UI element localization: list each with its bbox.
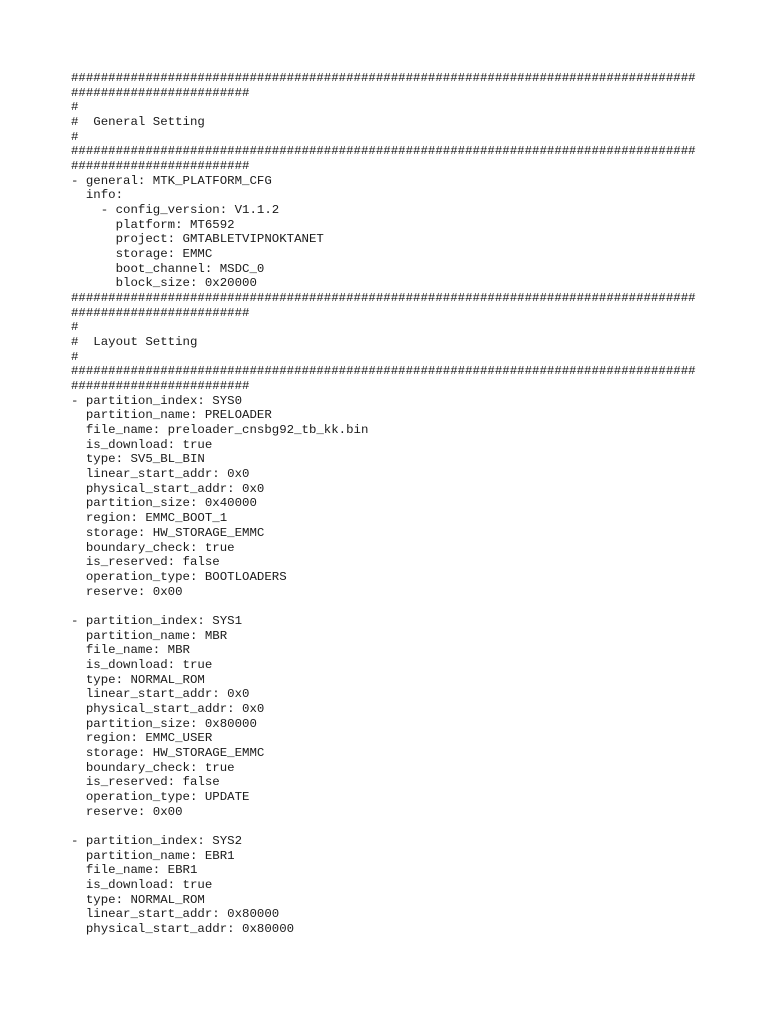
- hash-divider-line: ####################################################################################: [71, 71, 696, 85]
- hash-divider-line: ####################################################################################: [71, 291, 696, 306]
- config-field-line: file_name: EBR1: [71, 863, 198, 878]
- config-field-line: partition_name: MBR: [71, 628, 228, 643]
- config-field-line: file_name: preloader_cnsbg92_tb_kk.bin: [71, 423, 369, 438]
- blank-line: [71, 819, 696, 834]
- config-field-line: partition_name: PRELOADER: [71, 408, 272, 423]
- config-field-line: platform: MT6592: [71, 217, 235, 232]
- config-field-line: type: NORMAL_ROM: [71, 892, 205, 907]
- config-field-line: region: EMMC_USER: [71, 731, 213, 746]
- config-field-line: physical_start_addr: 0x0: [71, 481, 265, 496]
- config-field-line: boundary_check: true: [71, 540, 235, 555]
- scatter-file-text: [71, 71, 696, 937]
- hash-divider-line: ####################################################################################: [71, 144, 696, 159]
- config-field-line: partition_size: 0x80000: [71, 716, 257, 731]
- config-field-line: partition_size: 0x40000: [71, 496, 257, 511]
- config-field-line: is_download: true: [71, 877, 213, 892]
- config-field-line: reserve: 0x00: [71, 584, 183, 599]
- general-entry-start: - general: MTK_PLATFORM_CFG: [71, 173, 272, 188]
- hash-divider-line: #: [71, 349, 79, 364]
- config-field-line: reserve: 0x00: [71, 804, 183, 819]
- config-field-line: storage: EMMC: [71, 247, 213, 262]
- hash-divider-line: #: [71, 129, 79, 144]
- config-field-line: is_reserved: false: [71, 555, 220, 570]
- hash-divider-line: ########################: [71, 305, 250, 320]
- hash-divider-line: #: [71, 100, 79, 115]
- hash-divider-line: #: [71, 320, 79, 335]
- config-field-line: region: EMMC_BOOT_1: [71, 511, 228, 526]
- blank-line: [71, 599, 696, 614]
- config-field-line: operation_type: BOOTLOADERS: [71, 569, 287, 584]
- config-field-line: linear_start_addr: 0x0: [71, 687, 250, 702]
- config-field-line: is_reserved: false: [71, 775, 220, 790]
- config-field-line: is_download: true: [71, 657, 213, 672]
- config-field-line: physical_start_addr: 0x0: [71, 701, 265, 716]
- section-heading: # Layout Setting: [71, 335, 198, 350]
- config-field-line: boot_channel: MSDC_0: [71, 261, 265, 276]
- hash-divider-line: ########################: [71, 379, 250, 394]
- config-field-line: project: GMTABLETVIPNOKTANET: [71, 232, 324, 247]
- config-field-line: type: SV5_BL_BIN: [71, 452, 205, 467]
- config-field-line: is_download: true: [71, 437, 213, 452]
- config-field-line: info:: [71, 188, 124, 203]
- hash-divider-line: ########################: [71, 85, 250, 100]
- config-field-line: - config_version: V1.1.2: [71, 203, 280, 218]
- config-field-line: operation_type: UPDATE: [71, 789, 250, 804]
- config-field-line: linear_start_addr: 0x80000: [71, 907, 280, 922]
- config-field-line: physical_start_addr: 0x80000: [71, 921, 295, 936]
- config-field-line: type: NORMAL_ROM: [71, 672, 205, 687]
- config-field-line: partition_name: EBR1: [71, 848, 235, 863]
- partition-entry-start: - partition_index: SYS2: [71, 833, 243, 848]
- config-field-line: linear_start_addr: 0x0: [71, 467, 250, 482]
- config-field-line: storage: HW_STORAGE_EMMC: [71, 525, 265, 540]
- hash-divider-line: ########################: [71, 159, 250, 174]
- config-field-line: file_name: MBR: [71, 643, 190, 658]
- hash-divider-line: ####################################################################################: [71, 364, 696, 379]
- partition-entry-start: - partition_index: SYS1: [71, 613, 243, 628]
- section-heading: # General Setting: [71, 115, 205, 130]
- partition-entry-start: - partition_index: SYS0: [71, 393, 243, 408]
- config-field-line: block_size: 0x20000: [71, 276, 257, 291]
- config-field-line: boundary_check: true: [71, 760, 235, 775]
- config-field-line: storage: HW_STORAGE_EMMC: [71, 745, 265, 760]
